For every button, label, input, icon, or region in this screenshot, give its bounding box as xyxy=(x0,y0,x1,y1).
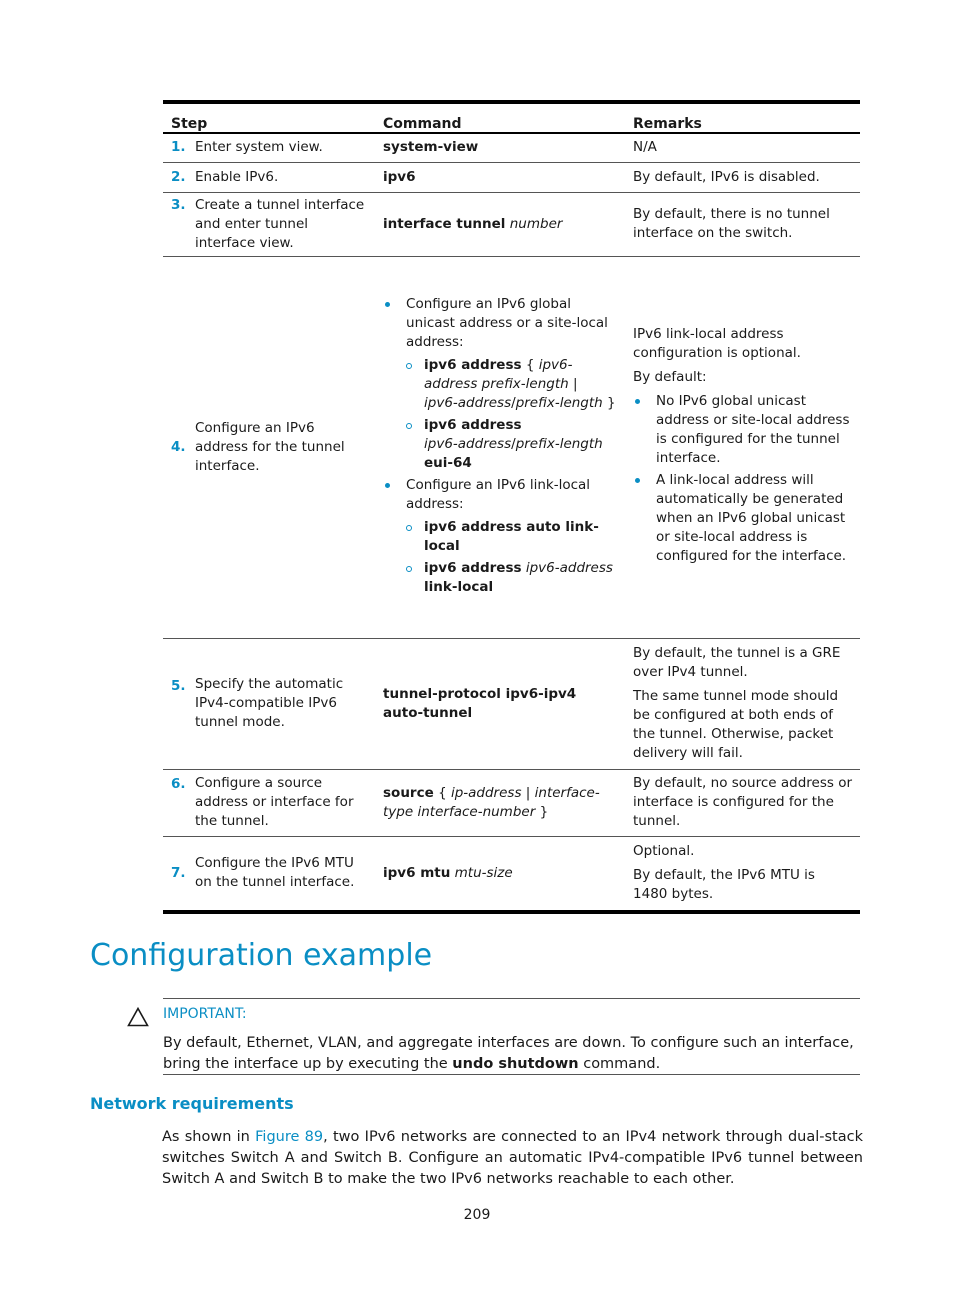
cmd-argument: interface-number xyxy=(417,803,536,820)
cmd-keyword: ipv6 address xyxy=(424,356,522,373)
command-table xyxy=(163,100,860,914)
cmd-arg-pair xyxy=(424,436,603,452)
remarks-paragraph: By default: xyxy=(633,369,707,385)
cmd-argument: ip-address xyxy=(450,784,522,801)
cmd-keyword: ipv6 address xyxy=(424,416,522,433)
step-description: Create a tunnel interface and enter tunnel interface view. xyxy=(195,192,375,256)
cmd-keyword: link-local xyxy=(424,578,494,595)
step-number: 1. xyxy=(163,133,195,162)
cmd-keyword: tunnel-protocol ipv6-ipv4 auto-tunnel xyxy=(383,685,577,721)
step-remarks xyxy=(625,256,860,638)
step-command xyxy=(375,769,625,836)
important-label: IMPORTANT: xyxy=(163,1006,247,1022)
step-number: 7. xyxy=(163,836,195,912)
note-text: command. xyxy=(578,1056,661,1072)
page-number: 209 xyxy=(463,1207,491,1223)
cmd-keyword: eui-64 xyxy=(424,454,472,471)
list-item xyxy=(406,416,617,473)
cmd-symbol: / xyxy=(511,394,516,411)
step-remarks: By default, there is no tunnel interface on the switch. xyxy=(625,192,860,256)
cmd-argument: ipv6-address xyxy=(525,559,613,576)
cmd-symbol: } xyxy=(539,803,549,820)
important-note xyxy=(163,998,860,1075)
remarks-paragraph: By default, the tunnel is a GRE over IPv4 tunnel. xyxy=(633,645,841,680)
step-command xyxy=(375,638,625,769)
step-command xyxy=(375,256,625,638)
step-description: Configure the IPv6 MTU on the tunnel interface. xyxy=(195,836,375,912)
list-item: No IPv6 global unicast address or site-local address is configured for the tunnel interface. xyxy=(633,392,852,468)
cmd-intro: Configure an IPv6 link-local address: xyxy=(406,476,591,512)
step-number: 6. xyxy=(163,769,195,836)
cmd-argument: ipv6-address xyxy=(424,435,512,452)
list-item: A link-local address will automatically be generated when an IPv6 global unicast or site-local address is configured for the interface. xyxy=(633,471,852,566)
cmd-keyword: ipv6 xyxy=(383,168,416,185)
cmd-symbol: { xyxy=(525,356,535,373)
body-paragraph xyxy=(162,1127,863,1190)
cmd-intro: Configure an IPv6 global unicast address or a site-local address: xyxy=(406,295,608,350)
cmd-keyword: ipv6 address xyxy=(424,559,522,576)
cmd-keyword: interface tunnel xyxy=(383,215,506,232)
table-row xyxy=(163,769,860,836)
section-title: Configuration example xyxy=(90,938,433,973)
step-command xyxy=(375,162,625,192)
step-number: 4. xyxy=(163,256,195,638)
cmd-argument: prefix-length xyxy=(515,394,603,411)
table-header-row xyxy=(163,102,860,133)
step-remarks: By default, IPv6 is disabled. xyxy=(625,162,860,192)
warning-icon xyxy=(127,1007,149,1027)
list-item xyxy=(383,476,617,597)
cmd-symbol: { xyxy=(438,784,447,801)
cmd-keyword: source xyxy=(383,784,434,801)
cmd-argument: interface-type xyxy=(383,784,600,820)
cmd-keyword: ipv6 address auto link-local xyxy=(424,518,599,554)
command-options-list xyxy=(383,295,617,597)
table-row xyxy=(163,192,860,256)
remarks-paragraph: By default, the IPv6 MTU is 1480 bytes. xyxy=(633,867,815,903)
cmd-keyword: system-view xyxy=(383,139,479,156)
cmd-argument: ipv6-address xyxy=(424,356,573,392)
list-item xyxy=(406,356,617,413)
note-command: undo shutdown xyxy=(452,1056,579,1072)
paragraph-text: , two IPv6 networks are connected to an IPv4 network through dual-stack switches Switch A and Switch B. Configure an automatic IPv4-compatible IPv6 tunnel between Switch A and Switch B to make the two IPv6 networks reachable to each other. xyxy=(162,1129,863,1187)
command-table-container xyxy=(163,100,860,914)
cmd-argument: prefix-length xyxy=(481,375,569,392)
cmd-arg-pair xyxy=(424,395,603,411)
step-command xyxy=(375,836,625,912)
list-item xyxy=(406,518,617,556)
table-row xyxy=(163,836,860,912)
step-description: Enable IPv6. xyxy=(195,162,375,192)
step-remarks xyxy=(625,638,860,769)
cmd-argument: mtu-size xyxy=(454,864,513,881)
cmd-argument: prefix-length xyxy=(515,435,603,452)
step-number: 5. xyxy=(163,638,195,769)
step-number: 3. xyxy=(163,192,195,256)
table-row xyxy=(163,638,860,769)
step-description: Enter system view. xyxy=(195,133,375,162)
paragraph-text: As shown in xyxy=(162,1129,256,1145)
header-step: Step xyxy=(163,102,375,133)
cmd-symbol: | xyxy=(525,784,531,801)
cmd-symbol: | xyxy=(573,375,578,392)
step-remarks xyxy=(625,836,860,912)
step-command xyxy=(375,133,625,162)
cmd-argument: ipv6-address xyxy=(424,394,512,411)
table-row xyxy=(163,256,860,638)
step-description: Configure a source address or interface for the tunnel. xyxy=(195,769,375,836)
subsection-title: Network requirements xyxy=(90,1094,294,1113)
remarks-paragraph: Optional. xyxy=(633,843,695,860)
cmd-keyword: ipv6 mtu xyxy=(383,864,451,881)
cmd-argument: number xyxy=(509,215,563,232)
important-text xyxy=(163,1033,860,1075)
header-command: Command xyxy=(375,102,625,133)
remarks-list xyxy=(633,392,852,566)
cmd-symbol: / xyxy=(511,435,516,452)
step-description: Configure an IPv6 address for the tunnel interface. xyxy=(195,256,375,638)
sub-list xyxy=(406,518,617,597)
step-description: Specify the automatic IPv4-compatible IPv6 tunnel mode. xyxy=(195,638,375,769)
header-remarks: Remarks xyxy=(625,102,860,133)
remarks-paragraph: IPv6 link-local address configuration is optional. xyxy=(633,326,801,361)
step-remarks: N/A xyxy=(625,133,860,162)
table-row xyxy=(163,162,860,192)
step-command xyxy=(375,192,625,256)
list-item xyxy=(383,295,617,473)
list-item xyxy=(406,559,617,597)
step-remarks: By default, no source address or interface is configured for the tunnel. xyxy=(625,769,860,836)
figure-link[interactable]: Figure 89 xyxy=(255,1129,324,1145)
remarks-paragraph: The same tunnel mode should be configured at both ends of the tunnel. Otherwise, packet delivery will fail. xyxy=(633,688,839,761)
step-number: 2. xyxy=(163,162,195,192)
table-row xyxy=(163,133,860,162)
note-text: By default, Ethernet, VLAN, and aggregate interfaces are down. To configure such an interface, bring the interface up by executing the xyxy=(163,1035,854,1072)
sub-list xyxy=(406,356,617,473)
cmd-symbol: } xyxy=(607,394,616,411)
